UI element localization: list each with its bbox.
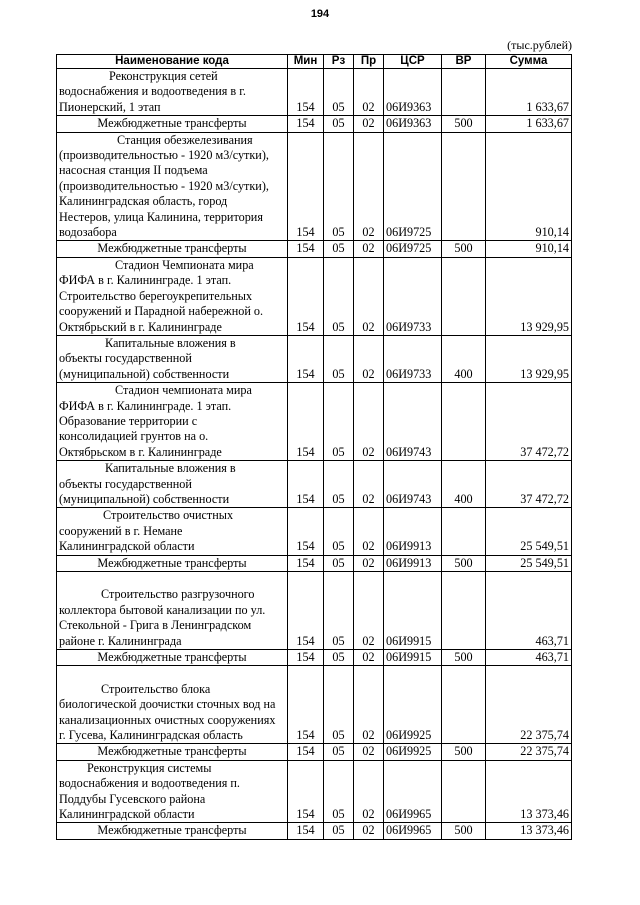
row-name-line: Строительство разгрузочного	[101, 587, 255, 602]
row-name-line: (муниципальной) собственности	[59, 366, 230, 381]
row-name	[57, 666, 288, 744]
row-min: 154	[288, 383, 324, 461]
row-name-line: консолидацией грунтов на о.	[59, 429, 209, 444]
row-pr: 02	[354, 650, 384, 666]
row-vr	[442, 572, 486, 650]
table-row	[57, 650, 572, 666]
row-name	[57, 744, 288, 760]
row-sum: 1 633,67	[486, 116, 572, 132]
row-pr: 02	[354, 335, 384, 382]
row-vr: 500	[442, 650, 486, 666]
table-row	[57, 116, 572, 132]
row-csr: 06И9743	[384, 383, 442, 461]
row-name-line: Строительство блока	[101, 681, 211, 696]
table-row	[57, 69, 572, 116]
row-rz: 05	[324, 383, 354, 461]
table-row	[57, 461, 572, 508]
row-csr: 06И9915	[384, 572, 442, 650]
row-pr: 02	[354, 555, 384, 571]
row-name-line: объекты государственной	[59, 351, 192, 366]
row-name-line: (производительностью - 1920 м3/сутки),	[59, 178, 269, 193]
units-label: (тыс.рублей)	[507, 38, 572, 52]
table-row	[57, 666, 572, 744]
row-rz: 05	[324, 760, 354, 823]
header-rz: Рз	[324, 55, 354, 69]
row-min: 154	[288, 823, 324, 839]
row-name-line: водоснабжения и водоотведения п.	[59, 776, 240, 791]
row-name-line: коллектора бытовой канализации по ул.	[59, 602, 266, 617]
row-name-line: Строительство очистных	[103, 508, 234, 523]
row-name-line: сооружений в г. Немане	[59, 523, 183, 538]
row-rz: 05	[324, 508, 354, 555]
row-rz: 05	[324, 69, 354, 116]
row-name-line: Октябрьском в г. Калининграде	[59, 444, 222, 459]
row-name-line: водоснабжения и водоотведения в г.	[59, 84, 246, 99]
row-min: 154	[288, 555, 324, 571]
row-min: 154	[288, 257, 324, 335]
row-spacer	[59, 666, 285, 681]
budget-table	[56, 54, 572, 840]
table-row	[57, 335, 572, 382]
row-rz: 05	[324, 132, 354, 241]
row-vr: 500	[442, 555, 486, 571]
row-pr: 02	[354, 116, 384, 132]
row-pr: 02	[354, 132, 384, 241]
row-min: 154	[288, 744, 324, 760]
row-vr	[442, 69, 486, 116]
row-name	[57, 572, 288, 650]
row-name-line: ФИФА в г. Калининграде. 1 этап.	[59, 398, 232, 413]
row-name-line: сооружений и Парадной набережной о.	[59, 304, 264, 319]
row-csr: 06И9725	[384, 132, 442, 241]
row-name-line: Стекольной - Грига в Ленинградском	[59, 618, 252, 633]
row-pr: 02	[354, 383, 384, 461]
row-vr	[442, 383, 486, 461]
row-name	[57, 823, 288, 839]
row-name-line: Межбюджетные трансферты	[97, 116, 247, 131]
row-name-line: объекты государственной	[59, 476, 192, 491]
row-rz: 05	[324, 823, 354, 839]
row-name-line: г. Гусева, Калининградская область	[59, 728, 243, 743]
row-name	[57, 383, 288, 461]
row-min: 154	[288, 650, 324, 666]
header-pr: Пр	[354, 55, 384, 69]
table-row	[57, 744, 572, 760]
row-rz: 05	[324, 744, 354, 760]
row-rz: 05	[324, 335, 354, 382]
row-csr: 06И9925	[384, 666, 442, 744]
row-name-line: водозабора	[59, 225, 117, 240]
row-vr: 500	[442, 823, 486, 839]
row-name	[57, 508, 288, 555]
row-pr: 02	[354, 241, 384, 257]
row-pr: 02	[354, 508, 384, 555]
row-min: 154	[288, 241, 324, 257]
row-name-line: Калининградской области	[59, 807, 195, 822]
row-name-line: Межбюджетные трансферты	[97, 650, 247, 665]
row-min: 154	[288, 760, 324, 823]
row-name-line: Межбюджетные трансферты	[97, 241, 247, 256]
row-name	[57, 257, 288, 335]
row-sum: 463,71	[486, 650, 572, 666]
row-name-line: Поддубы Гусевского района	[59, 791, 206, 806]
row-name-line: Стадион Чемпионата мира	[115, 257, 254, 272]
row-name-line: Реконструкция системы	[87, 760, 212, 775]
row-name	[57, 241, 288, 257]
row-rz: 05	[324, 241, 354, 257]
row-csr: 06И9363	[384, 69, 442, 116]
row-min: 154	[288, 666, 324, 744]
row-pr: 02	[354, 760, 384, 823]
row-name-line: Капитальные вложения в	[105, 335, 236, 350]
table-row	[57, 241, 572, 257]
header-name: Наименование кода	[57, 55, 288, 69]
row-sum: 25 549,51	[486, 555, 572, 571]
row-name-line: Калининградская область, город	[59, 194, 228, 209]
row-min: 154	[288, 335, 324, 382]
row-name	[57, 335, 288, 382]
row-vr: 400	[442, 461, 486, 508]
row-pr: 02	[354, 257, 384, 335]
row-min: 154	[288, 461, 324, 508]
row-name-line: (производительностью - 1920 м3/сутки),	[59, 148, 269, 163]
table-row	[57, 257, 572, 335]
row-name-line: канализационных очистных сооружениях	[59, 712, 276, 727]
row-sum: 13 373,46	[486, 823, 572, 839]
row-name-line: ФИФА в г. Калининграде. 1 этап.	[59, 273, 232, 288]
row-csr: 06И9965	[384, 823, 442, 839]
row-vr: 500	[442, 116, 486, 132]
row-sum: 22 375,74	[486, 744, 572, 760]
row-pr: 02	[354, 823, 384, 839]
row-vr: 500	[442, 744, 486, 760]
row-pr: 02	[354, 69, 384, 116]
table-header-row	[57, 55, 572, 69]
row-name-line: Межбюджетные трансферты	[97, 744, 247, 759]
row-vr	[442, 132, 486, 241]
header-csr: ЦСР	[384, 55, 442, 69]
row-name	[57, 461, 288, 508]
table-row	[57, 760, 572, 823]
row-rz: 05	[324, 572, 354, 650]
row-csr: 06И9913	[384, 508, 442, 555]
row-pr: 02	[354, 572, 384, 650]
page-number: 194	[310, 8, 330, 20]
table-row	[57, 132, 572, 241]
row-vr	[442, 508, 486, 555]
row-name-line: Стадион чемпионата мира	[115, 383, 252, 398]
row-name-line: Нестеров, улица Калинина, территория	[59, 209, 263, 224]
row-sum: 13 929,95	[486, 335, 572, 382]
row-name-line: Межбюджетные трансферты	[97, 823, 247, 838]
row-csr: 06И9363	[384, 116, 442, 132]
row-sum: 37 472,72	[486, 383, 572, 461]
row-csr: 06И9733	[384, 257, 442, 335]
row-csr: 06И9733	[384, 335, 442, 382]
row-name-line: насосная станция II подъема	[59, 163, 208, 178]
row-name-line: Межбюджетные трансферты	[97, 555, 247, 570]
row-name	[57, 555, 288, 571]
row-name-line: Строительство берегоукрепительных	[59, 288, 253, 303]
row-name	[57, 69, 288, 116]
row-name-line: (муниципальной) собственности	[59, 491, 230, 506]
table-row	[57, 555, 572, 571]
row-min: 154	[288, 508, 324, 555]
row-sum: 1 633,67	[486, 69, 572, 116]
row-rz: 05	[324, 257, 354, 335]
row-name	[57, 760, 288, 823]
row-rz: 05	[324, 116, 354, 132]
row-csr: 06И9743	[384, 461, 442, 508]
table-row	[57, 823, 572, 839]
row-sum: 463,71	[486, 572, 572, 650]
row-vr: 400	[442, 335, 486, 382]
header-sum: Сумма	[486, 55, 572, 69]
row-vr	[442, 760, 486, 823]
row-sum: 22 375,74	[486, 666, 572, 744]
row-name-line: Пионерский, 1 этап	[59, 99, 161, 114]
row-name	[57, 650, 288, 666]
row-pr: 02	[354, 744, 384, 760]
row-sum: 37 472,72	[486, 461, 572, 508]
row-sum: 910,14	[486, 132, 572, 241]
row-spacer	[59, 572, 285, 587]
row-pr: 02	[354, 461, 384, 508]
row-csr: 06И9965	[384, 760, 442, 823]
row-pr: 02	[354, 666, 384, 744]
row-name-line: Станция обезжелезивания	[117, 132, 253, 147]
row-csr: 06И9725	[384, 241, 442, 257]
row-name-line: Реконструкция сетей	[109, 69, 218, 83]
row-rz: 05	[324, 666, 354, 744]
row-rz: 05	[324, 461, 354, 508]
table-row	[57, 572, 572, 650]
row-sum: 25 549,51	[486, 508, 572, 555]
header-vr: ВР	[442, 55, 486, 69]
row-sum: 13 929,95	[486, 257, 572, 335]
row-csr: 06И9915	[384, 650, 442, 666]
row-sum: 910,14	[486, 241, 572, 257]
row-vr: 500	[442, 241, 486, 257]
row-rz: 05	[324, 650, 354, 666]
row-name-line: Образование территории с	[59, 413, 198, 428]
row-min: 154	[288, 116, 324, 132]
row-name-line: Октябрьский в г. Калининграде	[59, 319, 222, 334]
table-row	[57, 508, 572, 555]
row-sum: 13 373,46	[486, 760, 572, 823]
row-name-line: районе г. Калининграда	[59, 633, 182, 648]
table-row	[57, 383, 572, 461]
row-min: 154	[288, 572, 324, 650]
row-name-line: Капитальные вложения в	[105, 461, 236, 476]
row-name-line: биологической доочистки сточных вод на	[59, 697, 276, 712]
row-rz: 05	[324, 555, 354, 571]
row-vr	[442, 257, 486, 335]
row-min: 154	[288, 69, 324, 116]
header-min: Мин	[288, 55, 324, 69]
row-csr: 06И9913	[384, 555, 442, 571]
row-min: 154	[288, 132, 324, 241]
row-csr: 06И9925	[384, 744, 442, 760]
table-body	[57, 69, 572, 840]
row-name	[57, 132, 288, 241]
row-vr	[442, 666, 486, 744]
row-name	[57, 116, 288, 132]
row-name-line: Калининградской области	[59, 539, 195, 554]
